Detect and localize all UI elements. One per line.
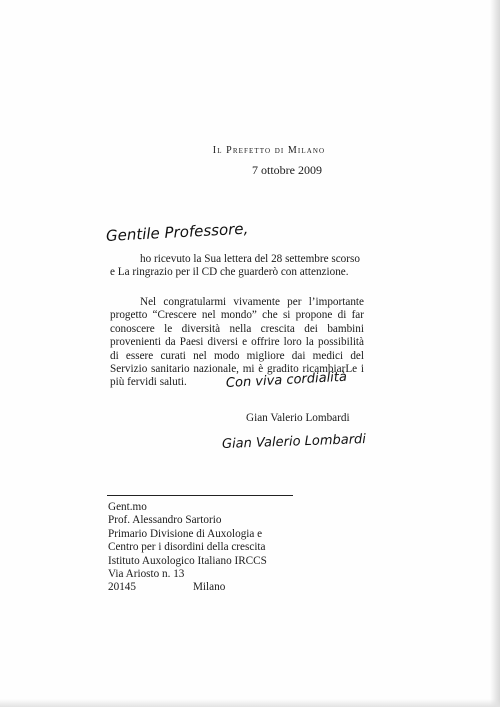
paragraph-1-line-1: ho ricevuto la Sua lettera del 28 settembre scorso <box>140 253 360 265</box>
paragraph-1 <box>110 253 365 280</box>
handwritten-closing: Con viva cordialità <box>225 369 348 391</box>
letter-date: 7 ottobre 2009 <box>252 163 322 177</box>
page-edge-shadow <box>490 0 500 707</box>
paragraph-1-line-2: e La ringrazio per il CD che guarderò con attenzione. <box>110 266 349 279</box>
address-line: Via Ariosto n. 13 <box>108 568 185 581</box>
signatory-name: Gian Valerio Lombardi <box>246 412 350 424</box>
address-divider <box>107 495 293 496</box>
recipient-address <box>108 501 267 595</box>
city: Milano <box>192 581 226 594</box>
postcode: 20145 <box>108 581 136 594</box>
address-line: Gent.mo <box>108 501 147 513</box>
handwritten-signature: Gian Valerio Lombardi <box>221 431 367 452</box>
address-line: Prof. Alessandro Sartorio <box>108 514 222 527</box>
address-line: Istituto Auxologico Italiano IRCCS <box>108 554 267 567</box>
postcode-city-line <box>108 581 267 594</box>
paragraph-2: Nel congratularmi vivamente per l’importante progetto “Crescere nel mondo” che si propone di far conoscere le diversità nella crescita dei bambini provenienti da Paesi diversi e offrire loro la possibilità di essere curati nel modo migliore dai medici del Servizio sanitario nazionale, mi è gradito ricambiarLe i più fervidi saluti. <box>110 296 364 389</box>
letterhead: Il Prefetto di Milano <box>212 145 326 156</box>
address-line: Primario Divisione di Auxologia e <box>108 527 263 540</box>
page-bottom-shadow <box>0 699 500 707</box>
address-line: Centro per i disordini della crescita <box>108 541 266 554</box>
handwritten-salutation: Gentile Professore, <box>105 219 249 245</box>
